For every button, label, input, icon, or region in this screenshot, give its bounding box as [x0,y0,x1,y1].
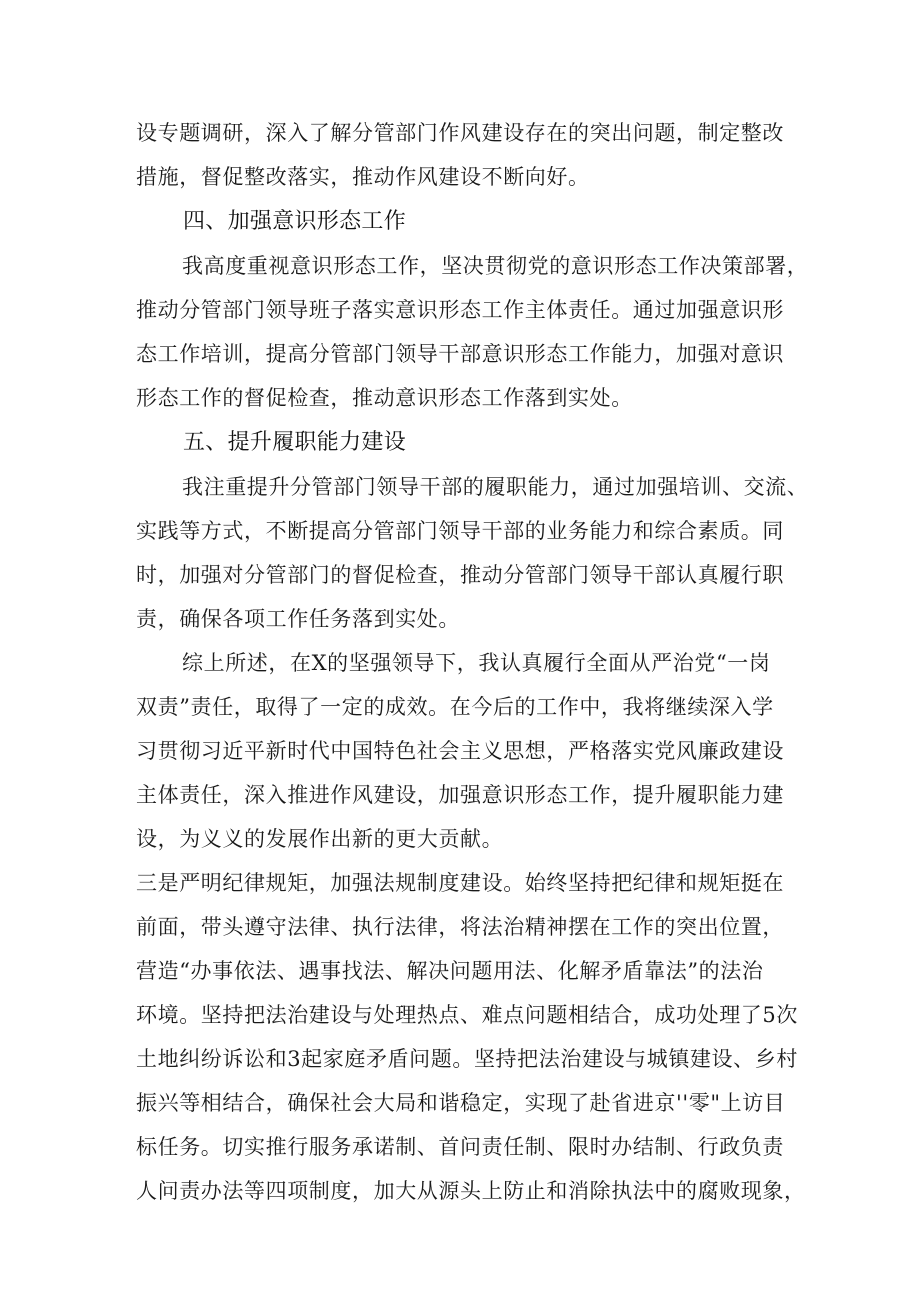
summary-line-3: 习贯彻习近平新时代中国特色社会主义思想，严格落实党风廉政建设 [136,739,784,763]
section-heading-5: 五、提升履职能力建设 [183,430,407,455]
section-5-line-1: 我注重提升分管部门领导干部的履职能力，通过加强培训、交流、 [182,475,809,499]
section-4-line-2: 推动分管部门领导班子落实意识形态工作主体责任。通过加强意识形 [136,298,784,322]
section-4-line-4: 形态工作的督促检查，推动意识形态工作落到实处。 [136,386,633,410]
section-heading-4: 四、加强意识形态工作 [183,209,407,234]
section-5-line-4: 责，确保各项工作任务落到实处。 [136,607,460,631]
section-4-line-3: 态工作培训，提高分管部门领导干部意识形态工作能力，加强对意识 [136,342,784,366]
section-5-line-2: 实践等方式，不断提高分管部门领导干部的业务能力和综合素质。同 [136,519,784,543]
point-three-line-6: 振兴等相结合，确保社会大局和谐稳定，实现了赴省进京''零"上访目 [136,1091,786,1115]
point-three-line-5: 土地纠纷诉讼和3起家庭矛盾问题。坚持把法治建设与城镇建设、乡村 [136,1047,798,1071]
point-three-line-4: 环境。坚持把法治建设与处理热点、难点问题相结合，成功处理了5次 [136,1003,798,1027]
point-three-line-3: 营造“办事依法、遇事找法、解决问题用法、化解矛盾靠法”的法治 [136,959,764,983]
section-4-line-1: 我高度重视意识形态工作，坚决贯彻党的意识形态工作决策部署， [182,254,809,278]
point-three-line-8: 人问责办法等四项制度，加大从源头上防止和消除执法中的腐败现象， [136,1179,806,1203]
point-three-line-1: 三是严明纪律规矩，加强法规制度建设。始终坚持把纪律和规矩挺在 [136,871,784,895]
summary-line-2: 双责”责任，取得了一定的成效。在今后的工作中，我将继续深入学 [136,695,774,719]
summary-line-1: 综上所述，在X的坚强领导下，我认真履行全面从严治党“一岗 [182,651,771,675]
section-5-line-3: 时，加强对分管部门的督促检查，推动分管部门领导干部认真履行职 [136,563,784,587]
intro-line-2: 措施，督促整改落实，推动作风建设不断向好。 [136,165,590,189]
summary-line-4: 主体责任，深入推进作风建设，加强意识形态工作，提升履职能力建 [136,783,784,807]
intro-line-1: 设专题调研，深入了解分管部门作风建设存在的突出问题，制定整改 [136,121,784,145]
point-three-line-2: 前面，带头遵守法律、执行法律，将法治精神摆在工作的突出位置， [136,915,784,939]
summary-line-5: 设，为义义的发展作出新的更大贡献。 [136,827,504,851]
point-three-line-7: 标任务。切实推行服务承诺制、首问责任制、限时办结制、行政负责 [136,1135,784,1159]
